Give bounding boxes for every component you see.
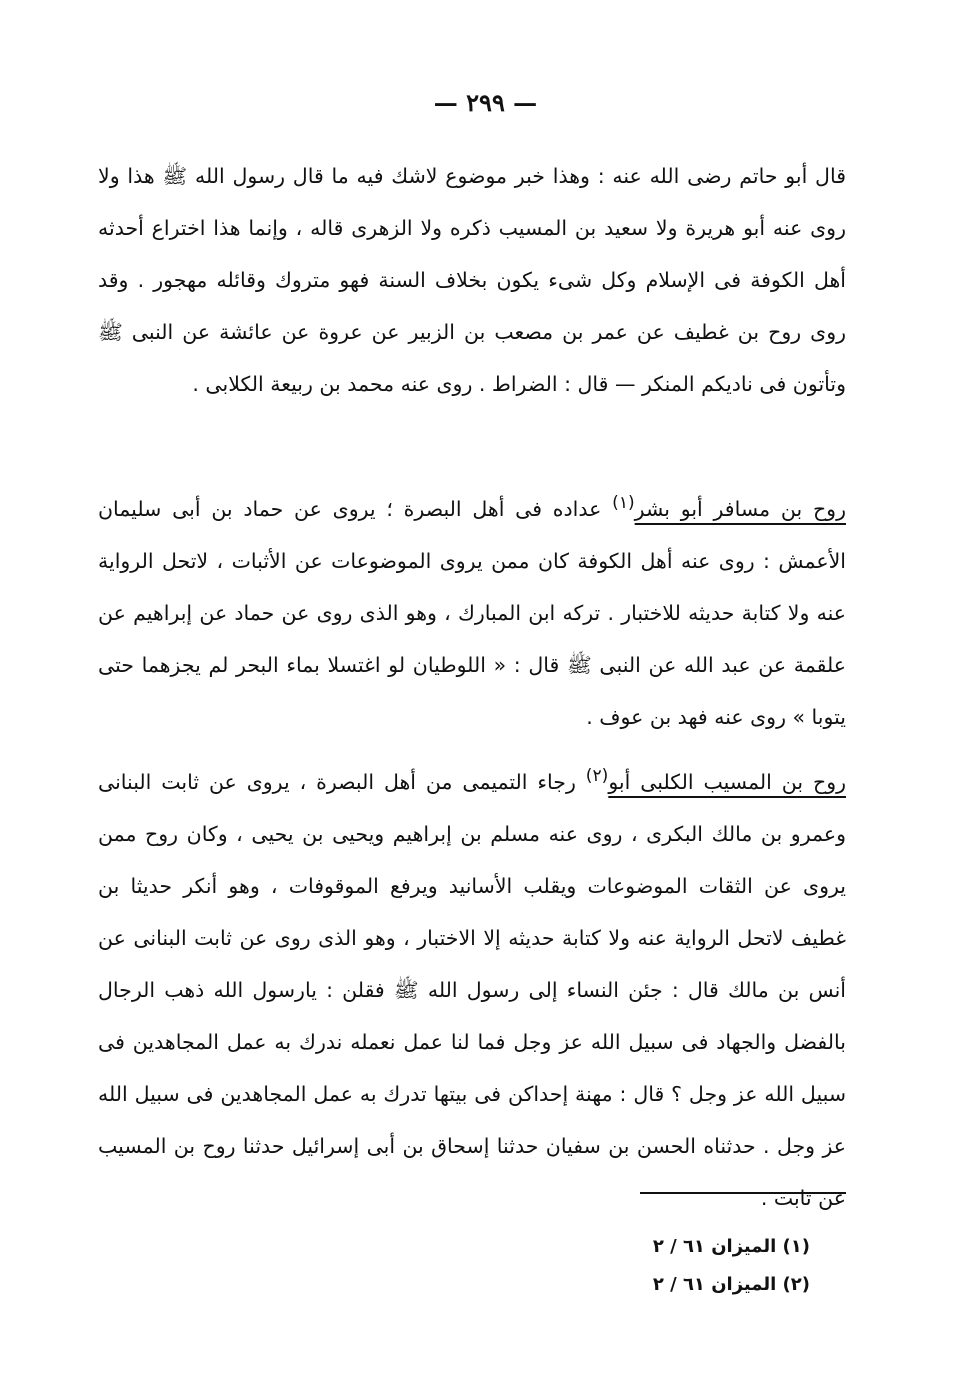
paragraph-text: قال أبو حاتم رضى الله عنه : وهذا خبر موضوع لاشك فيه ما قال رسول الله ﷺ هذا ولا روى عنه أبو هريرة ولا سعيد بن المسيب ذكره ولا الزهرى قاله ، وإنما هذا اختراع أحدثه أهل الكوفة فى الإسلام وكل شىء يكون بخلاف السنة فهو متروك وقائله مهجور . وقد روى روح بن غطيف عن عمر بن مصعب بن الزبير عن عروة عن عائشة عن النبى ﷺ وتأتون فى ناديكم المنكر — قال : الضراط . روى عنه محمد بن ربيعة الكلابى . <box>98 164 846 396</box>
footnote-separator <box>640 1192 846 1194</box>
entry-text: عداده فى أهل البصرة ؛ يروى عن حماد بن أبى سليمان الأعمش : روى عنه أهل الكوفة كان ممن يروى الموضوعات عن الأثبات ، لاتحل الرواية عنه ولا كتابة حديثه للاختبار . تركه ابن المبارك ، وهو الذى روى عن حماد عن إبراهيم عن علقمة عن عبد الله عن النبى ﷺ قال : « اللوطيان لو اغتسلا بماء البحر لم يجزهما حتى يتوبا » روى عنه فهد بن عوف . <box>98 496 846 729</box>
footnote-marker: (١) <box>612 493 635 513</box>
entry-text: رجاء التميمى من أهل البصرة ، يروى عن ثابت البنانى وعمرو بن مالك البكرى ، روى عنه مسلم بن إبراهيم ويحيى بن يحيى ، وكان روح ممن يروى عن الثقات الموضوعات ويقلب الأسانيد ويرفع الموقوفات ، وهو أنكر حديثا بن غطيف لاتحل الرواية عنه ولا كتابة حديثه إلا الاختبار ، وهو الذى روى عن ثابت البنانى عن أنس بن مالك قال : جئن النساء إلى رسول الله ﷺ فقلن : يارسول الله ذهب الرجال بالفضل والجهاد فى سبيل الله عز وجل فما لنا عمل نعمله ندرك به عمل المجاهدين فى سبيل الله عز وجل ؟ قال : مهنة إحداكن فى بيتها تدرك به عمل المجاهدين فى سبيل الله عز وجل . حدثناه الحسن بن سفيان حدثنا إسحاق بن أبى إسرائيل حدثنا روح بن المسيب عن ثابت . <box>98 769 846 1210</box>
page-number: — ٢٩٩ — <box>433 88 538 117</box>
footnote-marker: (٢) <box>585 766 609 786</box>
entry-rawh-ibn-musafir <box>98 477 846 743</box>
footnote-1: (١) الميزان ٦١ / ٢ <box>652 1236 810 1257</box>
paragraph-abu-hatim-comment <box>98 150 846 410</box>
footnote-2: (٢) الميزان ٦١ / ٢ <box>652 1274 810 1295</box>
entry-rawh-ibn-al-musayyib <box>98 750 846 1224</box>
footnotes <box>560 1228 810 1304</box>
entry-heading: روح بن مسافر أبو بشر <box>634 496 846 521</box>
entry-heading: روح بن المسيب الكلبى أبو <box>608 769 846 794</box>
